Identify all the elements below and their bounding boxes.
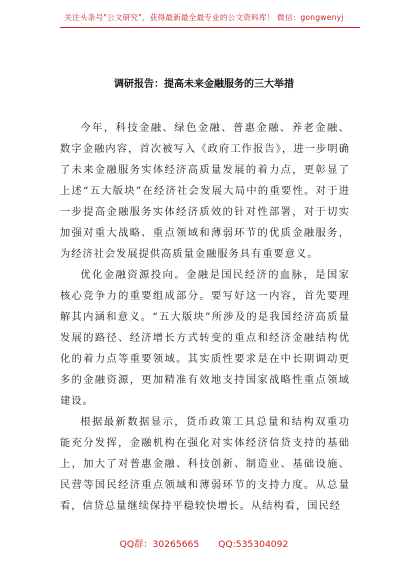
document-title: 调研报告：提高未来金融服务的三大举措 <box>114 79 294 90</box>
paragraph-3: 根据最新数据显示，货币政策工具总量和结构双重功能充分发挥，金融机构在强化对实体经济信贷支持的基础上，加大了对普惠金融、科技创新、制造业、基础设施、民营等国民经济重点领域和薄弱环节的支持力度。从总量看，信贷总量继续保持平稳较快增长。从结构看，国民经 <box>60 417 350 512</box>
paragraph-2: 优化金融资源投向。金融是国民经济的血脉，是国家核心竞争力的重要组成部分。要写好这一内容，首先要理解其内涵和意义。“五大版块”所涉及的是我国经济高质量发展的路径、经济增长方式转变的重点和经济金融结构优化的着力点等重要领域。其实质性要求是在中长期调动更多的金融资源，更加精准有效地支持国家战略性重点领域建设。 <box>60 270 350 407</box>
header-divider <box>60 27 360 28</box>
promo-header: 关注头条号"公文研究"，获得最新最全最专业的公文资料库！ 微信：gongwenyj <box>64 13 344 22</box>
paragraph-1: 今年，科技金融、绿色金融、普惠金融、养老金融、数字金融内容，首次被写入《政府工作报告》，进一步明确了未来金融服务实体经济高质量发展的着力点，更彰显了上述“五大版块”在经济社会发展大局中的重要性。对于进一步提高金融服务实体经济质效的针对性部署，对于切实加强对重大战略、重点领域和薄弱环节的优质金融服务，为经济社会发展提供高质量金融服务具有重要意义。 <box>60 123 350 260</box>
qq-contact-number: QQ:535304092 <box>218 539 289 550</box>
document-body <box>60 118 350 517</box>
qq-group-number: QQ群：30265665 <box>119 539 200 550</box>
contact-footer <box>0 536 408 550</box>
